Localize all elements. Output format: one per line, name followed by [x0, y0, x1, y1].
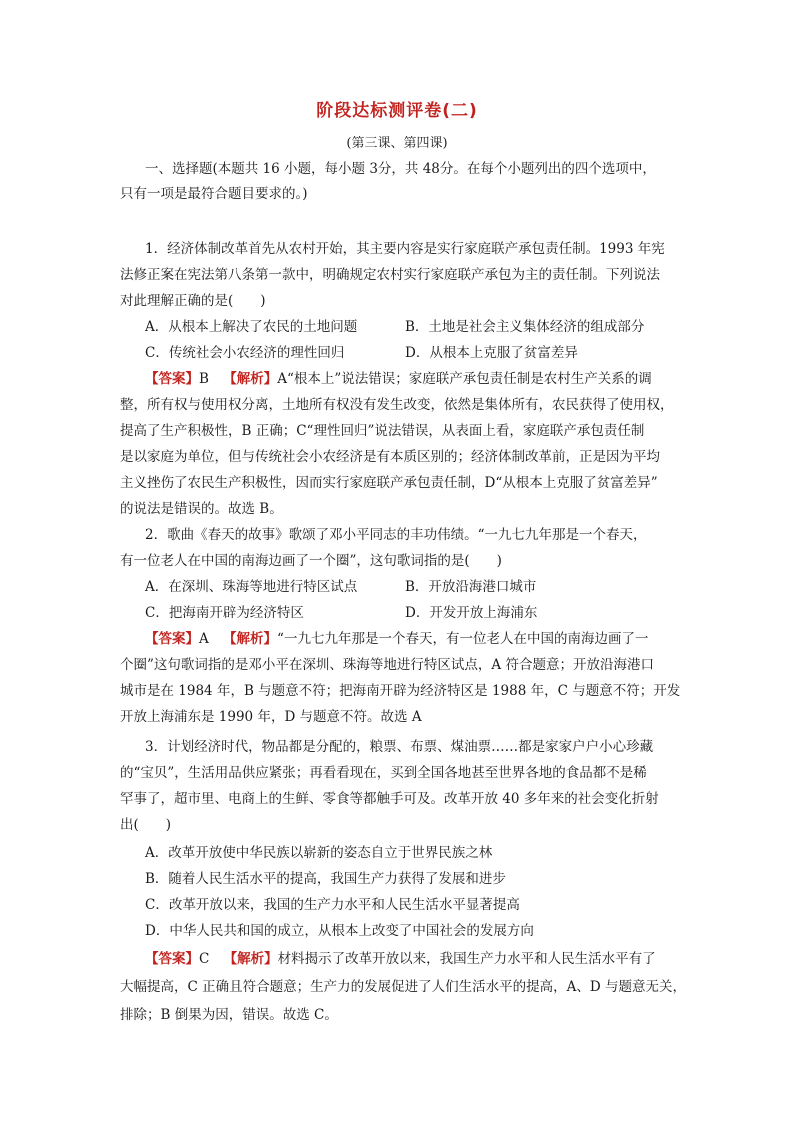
question-1-answer — [145, 370, 652, 388]
question-1-line1: 1．经济体制改革首先从农村开始，其主要内容是实行家庭联产承包责任制。1993 年宪 — [145, 241, 665, 257]
question-3-option-b: B．随着人民生活水平的提高，我国生产力获得了发展和进步 — [145, 871, 506, 887]
question-3-line1: 3．计划经济时代，物品都是分配的，粮票、布票、煤油票……都是家家户户小心珍藏 — [145, 739, 654, 755]
answer-tag: 【答案】 — [145, 951, 199, 967]
answer-tag: 【答案】 — [145, 631, 199, 647]
question-2-analysis-line2: 个圈”这句歌词指的是邓小平在深圳、珠海等地进行特区试点，A 符合题意；开放沿海港口 — [120, 657, 654, 673]
question-3-option-c: C．改革开放以来，我国的生产力水平和人民生活水平显著提高 — [145, 897, 520, 913]
question-1-option-b: B．土地是社会主义集体经济的组成部分 — [405, 319, 645, 335]
analysis-tag: 【解析】 — [223, 631, 278, 647]
question-1-line3: 对此理解正确的是( ) — [120, 293, 266, 309]
analysis-text: A“根本上”说法错误；家庭联产承包责任制是农村生产关系的调 — [277, 371, 652, 387]
answer-value: A — [199, 631, 209, 647]
analysis-tag: 【解析】 — [223, 371, 278, 387]
question-2-line2: 有一位老人在中国的南海边画了一个圈”，这句歌词指的是( ) — [120, 553, 502, 569]
question-3-line3: 罕事了，超市里、电商上的生鲜、零食等都触手可及。改革开放 40 多年来的社会变化折射 — [120, 791, 659, 807]
question-1-line2: 法修正案在宪法第八条第一款中，明确规定农村实行家庭联产承包为主的责任制。下列说法 — [120, 267, 660, 283]
answer-value: C — [199, 951, 210, 967]
question-2-analysis-line4: 开放上海浦东是 1990 年，D 与题意不符。故选 A — [120, 709, 422, 725]
question-1-option-a: A．从根本上解决了农民的土地问题 — [145, 319, 358, 335]
answer-value: B — [199, 371, 209, 387]
question-3-line2: 的“宝贝”，生活用品供应紧张；再看看现在，买到全国各地甚至世界各地的食品都不是稀 — [120, 765, 647, 781]
analysis-text: “一九七九年那是一个春天，有一位老人在中国的南海边画了一 — [277, 631, 649, 647]
question-3-line4: 出( ) — [120, 817, 172, 833]
question-2-option-b: B．开放沿海港口城市 — [405, 579, 537, 595]
question-2-analysis-line3: 城市是在 1984 年，B 与题意不符；把海南开辟为经济特区是 1988 年，C 与题意不符；开发 — [120, 683, 681, 699]
question-3-analysis-line3: 排除；B 倒果为因，错误。故选 C。 — [120, 1007, 338, 1023]
answer-tag: 【答案】 — [145, 371, 199, 387]
question-2-option-d: D．开发开放上海浦东 — [405, 605, 538, 621]
question-2-option-a: A．在深圳、珠海等地进行特区试点 — [145, 579, 358, 595]
analysis-text: 材料揭示了改革开放以来，我国生产力水平和人民生活水平有了 — [277, 951, 656, 967]
question-1-analysis-line6: 的说法是错误的。故选 B。 — [120, 501, 283, 517]
question-3-option-d: D．中华人民共和国的成立，从根本上改变了中国社会的发展方向 — [145, 923, 534, 939]
question-3-analysis-line2: 大幅提高，C 正确且符合题意；生产力的发展促进了人们生活水平的提高，A、D 与题意无关， — [120, 979, 686, 995]
page-title: 阶段达标测评卷(二) — [316, 101, 478, 121]
question-1-option-c: C．传统社会小农经济的理性回归 — [145, 345, 345, 361]
question-2-option-c: C．把海南开辟为经济特区 — [145, 605, 304, 621]
question-1-analysis-line5: 主义挫伤了农民生产积极性，因而实行家庭联产承包责任制，D“从根本上克服了贫富差异” — [120, 475, 658, 491]
question-3-option-a: A．改革开放使中华民族以崭新的姿态自立于世界民族之林 — [145, 845, 493, 861]
question-3-answer — [145, 950, 656, 968]
section-heading-line1: 一、选择题(本题共 16 小题，每小题 3分，共 48分。在每个小题列出的四个选项中， — [145, 161, 656, 177]
question-1-analysis-line3: 提高了生产积极性，B 正确；C“理性回归”说法错误，从表面上看，家庭联产承包责任制 — [120, 423, 645, 439]
question-1-analysis-line4: 是以家庭为单位，但与传统社会小农经济是有本质区别的；经济体制改革前，正是因为平均 — [120, 449, 660, 465]
analysis-tag: 【解析】 — [223, 951, 278, 967]
question-1-analysis-line2: 整，所有权与使用权分离，土地所有权没有发生改变，依然是集体所有，农民获得了使用权， — [120, 397, 674, 413]
section-heading-line2: 只有一项是最符合题目要求的。) — [120, 186, 308, 202]
page-subtitle: (第三课、第四课) — [346, 136, 448, 151]
question-2-line1: 2．歌曲《春天的故事》歌颂了邓小平同志的丰功伟绩。“一九七九年那是一个春天， — [145, 527, 647, 543]
question-1-option-d: D．从根本上克服了贫富差异 — [405, 345, 578, 361]
question-2-answer — [145, 630, 648, 648]
